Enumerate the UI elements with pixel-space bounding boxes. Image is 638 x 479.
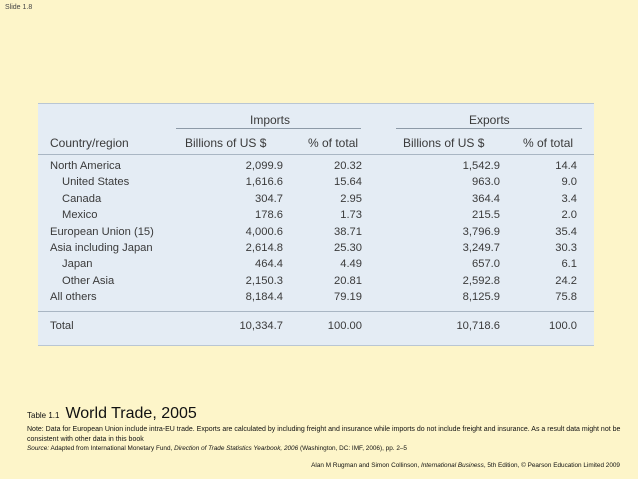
- imports-value-cell: 2,150.3: [245, 274, 283, 287]
- exports-percent-cell: 75.8: [555, 291, 577, 304]
- exports-value-cell: 3,249.7: [462, 242, 500, 254]
- region-cell: Mexico: [62, 209, 98, 222]
- imports-percent-cell: 25.30: [334, 242, 362, 254]
- header-country-region: Country/region: [50, 136, 129, 150]
- imports-percent-cell: 4.49: [340, 258, 362, 271]
- imports-value-cell: 10,334.7: [239, 320, 283, 332]
- total-divider: [38, 311, 594, 312]
- exports-value-cell: 10,718.6: [456, 320, 500, 332]
- source-label: Source:: [27, 445, 50, 452]
- imports-group-header: Imports: [250, 113, 291, 127]
- imports-percent-cell: 20.32: [334, 160, 362, 172]
- imports-value-cell: 2,614.8: [245, 242, 283, 254]
- imports-percent-cell: 1.73: [340, 209, 362, 222]
- exports-value-cell: 364.4: [472, 192, 500, 205]
- imports-percent-cell: 38.71: [334, 225, 362, 238]
- header-imports-billions: Billions of US $: [185, 136, 267, 150]
- exports-group-rule: [396, 128, 582, 129]
- region-cell: Asia including Japan: [50, 242, 153, 254]
- exports-percent-cell: 24.2: [555, 274, 577, 287]
- exports-percent-cell: 6.1: [561, 258, 577, 271]
- exports-value-cell: 2,592.8: [462, 274, 500, 287]
- region-cell: North America: [50, 160, 121, 172]
- credit-authors: Alan M Rugman and Simon Collinson,: [311, 462, 421, 469]
- region-cell: Canada: [62, 192, 102, 205]
- credit-edition: , 5th Edition, © Pearson Education Limited 2009: [483, 462, 620, 469]
- table-note: Note: Data for European Union include intra-EU trade. Exports are calculated by including freight and insurance while imports do not include freight and insurance. As a result data might not be consistent with other data in this book: [27, 426, 621, 443]
- exports-value-cell: 657.0: [472, 258, 500, 271]
- imports-percent-cell: 79.19: [334, 291, 362, 304]
- imports-value-cell: 8,184.4: [245, 291, 283, 304]
- imports-percent-cell: 15.64: [334, 176, 362, 189]
- imports-percent-cell: 2.95: [340, 192, 362, 205]
- exports-value-cell: 963.0: [472, 176, 500, 189]
- exports-group-header: Exports: [469, 113, 510, 127]
- caption-prefix: Table 1.1: [27, 411, 60, 420]
- region-cell: Japan: [62, 258, 93, 271]
- region-cell: European Union (15): [50, 225, 154, 238]
- imports-value-cell: 2,099.9: [245, 160, 283, 172]
- header-imports-percent: % of total: [308, 136, 359, 150]
- imports-group-rule: [176, 128, 361, 129]
- exports-percent-cell: 2.0: [561, 209, 577, 222]
- caption-title: World Trade, 2005: [65, 405, 197, 422]
- imports-value-cell: 1,616.6: [245, 176, 283, 189]
- header-divider: [38, 154, 594, 155]
- exports-value-cell: 8,125.9: [462, 291, 500, 304]
- imports-value-cell: 178.6: [255, 209, 283, 222]
- exports-percent-cell: 3.4: [561, 192, 577, 205]
- world-trade-table: [38, 103, 594, 346]
- region-cell: All others: [50, 291, 97, 304]
- imports-value-cell: 4,000.6: [245, 225, 283, 238]
- region-cell: Total: [50, 320, 74, 332]
- exports-value-cell: 3,796.9: [462, 225, 500, 238]
- imports-percent-cell: 100.00: [327, 320, 362, 332]
- region-cell: Other Asia: [62, 274, 115, 287]
- exports-percent-cell: 30.3: [555, 242, 577, 254]
- exports-percent-cell: 9.0: [561, 176, 577, 189]
- table-source: [27, 445, 627, 452]
- exports-percent-cell: 14.4: [555, 160, 577, 172]
- exports-value-cell: 215.5: [472, 209, 500, 222]
- imports-value-cell: 304.7: [255, 192, 283, 205]
- imports-value-cell: 464.4: [255, 258, 283, 271]
- header-exports-billions: Billions of US $: [403, 136, 485, 150]
- source-tail: (Washington, DC: IMF, 2006), pp. 2–5: [298, 445, 407, 452]
- exports-percent-cell: 35.4: [555, 225, 577, 238]
- publisher-credit: [311, 462, 620, 469]
- region-cell: United States: [62, 176, 130, 189]
- credit-book: International Business: [420, 462, 484, 469]
- exports-value-cell: 1,542.9: [462, 160, 500, 172]
- header-exports-percent: % of total: [523, 136, 574, 150]
- imports-percent-cell: 20.81: [334, 274, 362, 287]
- source-text: Adapted from International Monetary Fund,: [49, 445, 175, 452]
- source-title: Direction of Trade Statistics Yearbook, 2006: [174, 445, 299, 452]
- slide-label: Slide 1.8: [5, 4, 33, 11]
- table-caption: [27, 405, 197, 423]
- exports-percent-cell: 100.0: [549, 320, 577, 332]
